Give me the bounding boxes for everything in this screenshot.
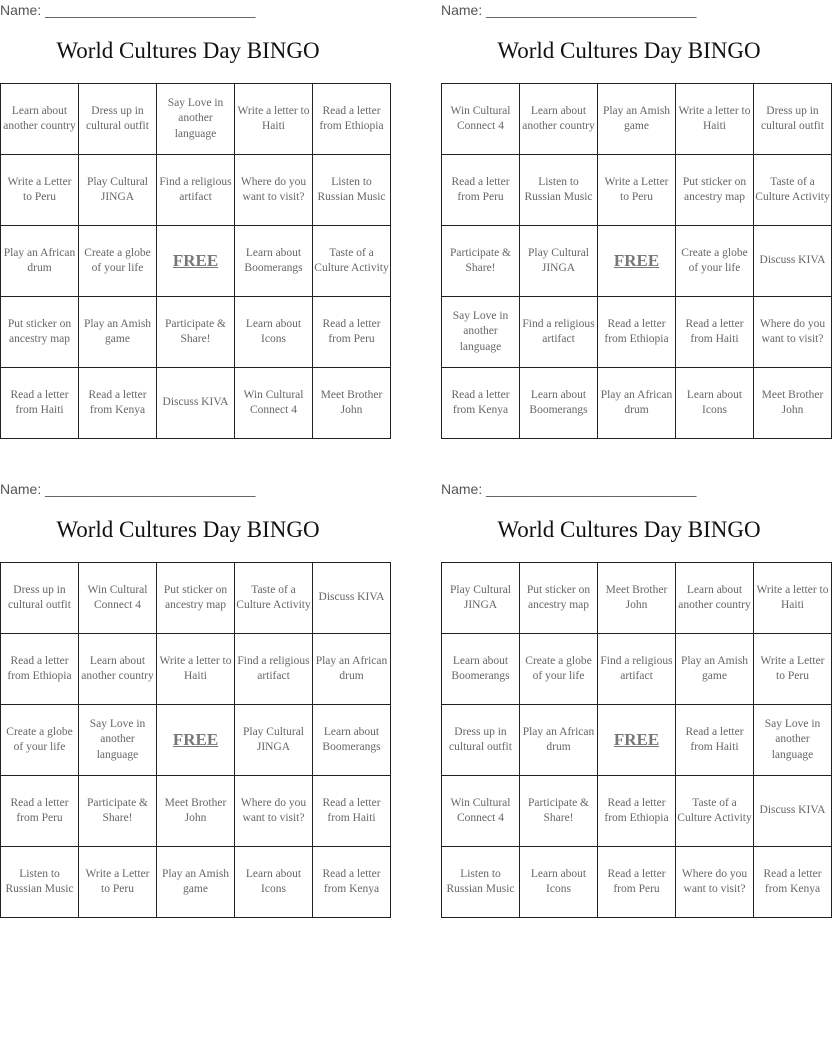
name-field: Name: ___________________________ (0, 481, 256, 497)
grid-cell: Say Love in another language (79, 705, 157, 776)
card-title: World Cultures Day BINGO (56, 38, 320, 63)
name-field: Name: ___________________________ (441, 481, 697, 497)
grid-cell: Listen to Russian Music (520, 155, 598, 226)
grid-cell: Read a letter from Peru (442, 155, 520, 226)
grid-cell: Participate & Share! (520, 776, 598, 847)
grid-row (1, 226, 391, 297)
grid-cell: Create a globe of your life (676, 226, 754, 297)
grid-cell: Taste of a Culture Activity (754, 155, 832, 226)
grid-cell: Learn about another country (676, 563, 754, 634)
bingo-grid (0, 83, 391, 439)
grid-cell: Win Cultural Connect 4 (79, 563, 157, 634)
grid-cell: Learn about Icons (235, 847, 313, 918)
grid-cell: Put sticker on ancestry map (520, 563, 598, 634)
grid-cell: Listen to Russian Music (442, 847, 520, 918)
grid-row (1, 297, 391, 368)
grid-cell: Create a globe of your life (79, 226, 157, 297)
grid-cell: Play an Amish game (157, 847, 235, 918)
grid-row (1, 84, 391, 155)
grid-cell: Read a letter from Haiti (676, 297, 754, 368)
grid-cell: Discuss KIVA (754, 226, 832, 297)
grid-cell: Write a letter to Haiti (676, 84, 754, 155)
grid-row (1, 847, 391, 918)
grid-cell: Read a letter from Ethiopia (598, 776, 676, 847)
grid-cell: Where do you want to visit? (754, 297, 832, 368)
grid-cell: Create a globe of your life (520, 634, 598, 705)
grid-cell: Write a Letter to Peru (1, 155, 79, 226)
bingo-grid (441, 562, 832, 918)
grid-cell: Find a religious artifact (520, 297, 598, 368)
grid-cell: Write a Letter to Peru (754, 634, 832, 705)
grid-cell: Read a letter from Kenya (79, 368, 157, 439)
card-title: World Cultures Day BINGO (56, 517, 320, 542)
grid-cell: Play Cultural JINGA (520, 226, 598, 297)
free-space-cell: FREE (157, 226, 235, 297)
grid-cell: Listen to Russian Music (313, 155, 391, 226)
grid-cell: Read a letter from Peru (598, 847, 676, 918)
grid-cell: Meet Brother John (754, 368, 832, 439)
grid-cell: Write a letter to Haiti (235, 84, 313, 155)
grid-cell: Play Cultural JINGA (442, 563, 520, 634)
grid-cell: Taste of a Culture Activity (676, 776, 754, 847)
grid-cell: Taste of a Culture Activity (235, 563, 313, 634)
grid-cell: Play an African drum (1, 226, 79, 297)
grid-cell: Listen to Russian Music (1, 847, 79, 918)
grid-cell: Read a letter from Ethiopia (313, 84, 391, 155)
grid-cell: Meet Brother John (157, 776, 235, 847)
grid-cell: Play an Amish game (598, 84, 676, 155)
grid-cell: Write a Letter to Peru (598, 155, 676, 226)
grid-cell: Learn about Boomerangs (442, 634, 520, 705)
grid-cell: Taste of a Culture Activity (313, 226, 391, 297)
grid-row (1, 368, 391, 439)
grid-cell: Read a letter from Ethiopia (598, 297, 676, 368)
grid-cell: Play an Amish game (676, 634, 754, 705)
grid-cell: Put sticker on ancestry map (676, 155, 754, 226)
grid-row (442, 155, 832, 226)
grid-row (442, 705, 832, 776)
grid-cell: Meet Brother John (313, 368, 391, 439)
name-field: Name: ___________________________ (0, 2, 256, 18)
grid-cell: Write a Letter to Peru (79, 847, 157, 918)
grid-row (442, 776, 832, 847)
grid-row (442, 84, 832, 155)
grid-cell: Play an African drum (520, 705, 598, 776)
free-space-cell: FREE (598, 705, 676, 776)
grid-cell: Learn about Boomerangs (235, 226, 313, 297)
grid-cell: Learn about another country (79, 634, 157, 705)
grid-row (442, 368, 832, 439)
grid-cell: Put sticker on ancestry map (1, 297, 79, 368)
grid-cell: Win Cultural Connect 4 (442, 84, 520, 155)
grid-cell: Say Love in another language (157, 84, 235, 155)
grid-cell: Create a globe of your life (1, 705, 79, 776)
grid-cell: Play an African drum (598, 368, 676, 439)
grid-cell: Play an Amish game (79, 297, 157, 368)
grid-row (442, 297, 832, 368)
grid-cell: Participate & Share! (79, 776, 157, 847)
grid-cell: Play an African drum (313, 634, 391, 705)
grid-cell: Learn about Icons (676, 368, 754, 439)
grid-cell: Put sticker on ancestry map (157, 563, 235, 634)
grid-row (1, 705, 391, 776)
free-space-cell: FREE (157, 705, 235, 776)
grid-cell: Where do you want to visit? (235, 776, 313, 847)
grid-row (1, 563, 391, 634)
grid-cell: Discuss KIVA (754, 776, 832, 847)
grid-cell: Learn about another country (520, 84, 598, 155)
grid-cell: Read a letter from Peru (1, 776, 79, 847)
grid-cell: Find a religious artifact (235, 634, 313, 705)
grid-cell: Learn about another country (1, 84, 79, 155)
grid-cell: Find a religious artifact (598, 634, 676, 705)
grid-cell: Write a letter to Haiti (157, 634, 235, 705)
card-title: World Cultures Day BINGO (497, 38, 761, 63)
bingo-grid (441, 83, 832, 439)
card-title: World Cultures Day BINGO (497, 517, 761, 542)
grid-cell: Win Cultural Connect 4 (235, 368, 313, 439)
grid-cell: Read a letter from Kenya (313, 847, 391, 918)
name-field: Name: ___________________________ (441, 2, 697, 18)
grid-row (442, 563, 832, 634)
bingo-grid (0, 562, 391, 918)
grid-row (1, 776, 391, 847)
grid-cell: Participate & Share! (442, 226, 520, 297)
grid-row (442, 634, 832, 705)
grid-cell: Say Love in another language (442, 297, 520, 368)
grid-row (442, 226, 832, 297)
grid-row (1, 634, 391, 705)
grid-cell: Where do you want to visit? (235, 155, 313, 226)
grid-cell: Learn about Icons (235, 297, 313, 368)
grid-cell: Read a letter from Haiti (1, 368, 79, 439)
grid-cell: Dress up in cultural outfit (79, 84, 157, 155)
grid-cell: Learn about Icons (520, 847, 598, 918)
grid-cell: Play Cultural JINGA (235, 705, 313, 776)
grid-cell: Learn about Boomerangs (520, 368, 598, 439)
free-space-cell: FREE (598, 226, 676, 297)
grid-cell: Read a letter from Ethiopia (1, 634, 79, 705)
grid-cell: Read a letter from Haiti (676, 705, 754, 776)
grid-cell: Learn about Boomerangs (313, 705, 391, 776)
grid-cell: Meet Brother John (598, 563, 676, 634)
grid-cell: Read a letter from Kenya (754, 847, 832, 918)
grid-row (442, 847, 832, 918)
grid-cell: Discuss KIVA (313, 563, 391, 634)
grid-cell: Say Love in another language (754, 705, 832, 776)
grid-cell: Read a letter from Peru (313, 297, 391, 368)
grid-cell: Dress up in cultural outfit (754, 84, 832, 155)
grid-cell: Dress up in cultural outfit (442, 705, 520, 776)
grid-cell: Read a letter from Haiti (313, 776, 391, 847)
grid-cell: Participate & Share! (157, 297, 235, 368)
grid-cell: Dress up in cultural outfit (1, 563, 79, 634)
grid-cell: Where do you want to visit? (676, 847, 754, 918)
grid-cell: Discuss KIVA (157, 368, 235, 439)
grid-cell: Find a religious artifact (157, 155, 235, 226)
grid-cell: Play Cultural JINGA (79, 155, 157, 226)
grid-row (1, 155, 391, 226)
grid-cell: Read a letter from Kenya (442, 368, 520, 439)
grid-cell: Win Cultural Connect 4 (442, 776, 520, 847)
grid-cell: Write a letter to Haiti (754, 563, 832, 634)
